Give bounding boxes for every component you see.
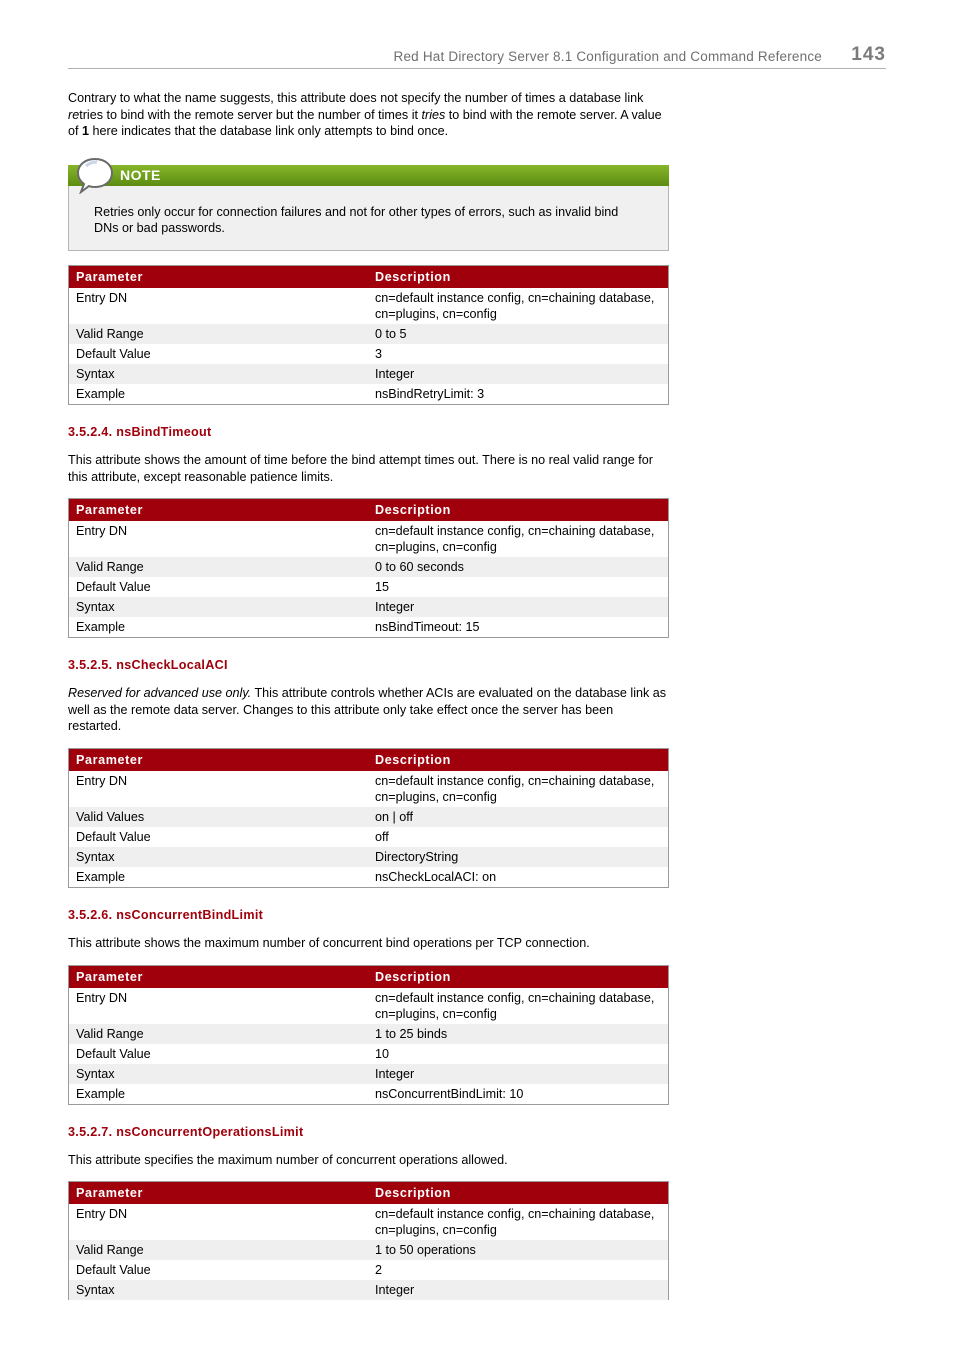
- parameter-cell: Example: [76, 869, 125, 884]
- parameter-cell: Valid Range: [69, 557, 369, 577]
- table-row: [69, 807, 669, 827]
- description-cell: 3: [375, 346, 383, 361]
- parameter-cell: Default Value: [76, 829, 151, 844]
- parameter-cell: Syntax: [69, 1064, 369, 1084]
- section-paragraph: This attribute specifies the maximum number of concurrent operations allowed.: [68, 1152, 508, 1167]
- parameter-cell: Entry DN: [76, 1207, 128, 1222]
- parameter-cell: Syntax: [69, 597, 369, 617]
- parameter-cell: Default Value: [76, 346, 151, 361]
- table-row: [69, 1024, 669, 1044]
- speech-bubble-icon: [76, 156, 114, 194]
- description-cell: on | off: [368, 807, 669, 827]
- table-row: [69, 827, 669, 847]
- table-row: [69, 988, 669, 1024]
- intro-paragraph: [68, 90, 669, 140]
- table-row: [69, 847, 669, 867]
- section-heading: 3.5.2.4. nsBindTimeout: [68, 424, 212, 439]
- table-row: [69, 1260, 669, 1280]
- column-header-parameter: Parameter: [69, 265, 369, 288]
- description-cell: Integer: [368, 597, 669, 617]
- intro-text: here indicates that the database link only attempts to bind once.: [89, 124, 449, 139]
- column-header-parameter: Parameter: [69, 1182, 369, 1205]
- parameter-cell: Example: [76, 620, 125, 635]
- page-content: [68, 90, 669, 1300]
- reserved-note: Reserved for advanced use only.: [68, 686, 252, 701]
- table-row: [69, 557, 669, 577]
- table-row: [69, 344, 669, 364]
- intro-bold-value: 1: [82, 124, 90, 139]
- parameter-cell: Syntax: [69, 364, 369, 384]
- intro-text: Contrary to what the name suggests, this attribute does not specify the number of times a database link: [68, 91, 644, 105]
- description-cell: off: [375, 829, 389, 844]
- column-header-parameter: Parameter: [69, 748, 369, 771]
- column-header-description: Description: [368, 265, 669, 288]
- table-row: [69, 324, 669, 344]
- description-cell: cn=default instance config, cn=chaining database, cn=plugins, cn=config: [375, 1207, 655, 1238]
- parameter-cell: Valid Range: [69, 1240, 369, 1260]
- description-cell: 1 to 50 operations: [368, 1240, 669, 1260]
- parameter-cell: Syntax: [69, 1280, 369, 1300]
- parameter-cell: Example: [76, 386, 125, 401]
- table-row: [69, 384, 669, 405]
- page-number: 143: [851, 44, 886, 65]
- table-row: [69, 1044, 669, 1064]
- parameter-cell: Syntax: [69, 847, 369, 867]
- table-row: [69, 597, 669, 617]
- table-row: [69, 1240, 669, 1260]
- parameter-table: [68, 265, 669, 405]
- intro-emphasis-re: re: [68, 107, 80, 122]
- description-cell: 0 to 60 seconds: [368, 557, 669, 577]
- note-title: NOTE: [120, 166, 161, 183]
- parameter-cell: Default Value: [76, 1263, 151, 1278]
- table-row: [69, 867, 669, 888]
- table-row: [69, 364, 669, 384]
- description-cell: cn=default instance config, cn=chaining database, cn=plugins, cn=config: [375, 290, 655, 321]
- description-cell: 2: [375, 1263, 383, 1278]
- intro-text: tries to bind with the remote server but the number of times it: [79, 107, 422, 122]
- intro-text: to bind with the remote server. A value of: [68, 107, 662, 139]
- table-row: [69, 577, 669, 597]
- parameter-cell: Valid Values: [69, 807, 369, 827]
- column-header-parameter: Parameter: [69, 499, 369, 522]
- description-cell: 0 to 5: [368, 324, 669, 344]
- parameter-cell: Entry DN: [76, 290, 128, 305]
- table-row: [69, 771, 669, 807]
- section-text: This attribute controls whether ACIs are evaluated on the database link as well as the remote data server. Changes to this attribute only take effect once the server has been restarted.: [68, 686, 667, 734]
- table-row: [69, 521, 669, 557]
- description-cell: cn=default instance config, cn=chaining database, cn=plugins, cn=config: [375, 990, 655, 1021]
- parameter-cell: Valid Range: [69, 324, 369, 344]
- column-header-description: Description: [368, 499, 669, 522]
- parameter-cell: Entry DN: [76, 990, 128, 1005]
- intro-emphasis-tries: tries: [421, 107, 446, 122]
- parameter-cell: Entry DN: [76, 524, 128, 539]
- running-title: Red Hat Directory Server 8.1 Configuration and Command Reference: [393, 49, 822, 64]
- description-cell: nsConcurrentBindLimit: 10: [375, 1086, 524, 1101]
- column-header-description: Description: [368, 1182, 669, 1205]
- page-header: [68, 44, 886, 69]
- parameter-cell: Example: [76, 1086, 125, 1101]
- description-cell: cn=default instance config, cn=chaining database, cn=plugins, cn=config: [375, 773, 655, 804]
- parameter-table: [68, 965, 669, 1105]
- note-box: [68, 165, 669, 251]
- description-cell: 10: [375, 1046, 390, 1061]
- column-header-description: Description: [368, 748, 669, 771]
- parameter-table: [68, 748, 669, 888]
- description-cell: nsCheckLocalACI: on: [375, 869, 497, 884]
- table-row: [69, 1204, 669, 1240]
- parameter-cell: Default Value: [76, 1046, 151, 1061]
- section-paragraph: This attribute shows the amount of time before the bind attempt times out. There is no real valid range for this attribute, except reasonable patience limits.: [68, 452, 653, 484]
- description-cell: nsBindTimeout: 15: [375, 620, 480, 635]
- parameter-table: [68, 1181, 669, 1300]
- parameter-cell: Entry DN: [76, 773, 128, 788]
- section-paragraph: [68, 685, 669, 735]
- description-cell: Integer: [368, 364, 669, 384]
- section-heading: 3.5.2.7. nsConcurrentOperationsLimit: [68, 1124, 304, 1139]
- description-cell: DirectoryString: [368, 847, 669, 867]
- table-row: [69, 617, 669, 638]
- table-row: [69, 1064, 669, 1084]
- description-cell: 15: [375, 580, 390, 595]
- description-cell: Integer: [368, 1064, 669, 1084]
- table-row: [69, 1084, 669, 1105]
- table-row: [69, 1280, 669, 1300]
- parameter-cell: Valid Range: [69, 1024, 369, 1044]
- description-cell: 1 to 25 binds: [368, 1024, 669, 1044]
- column-header-description: Description: [368, 965, 669, 988]
- parameter-cell: Default Value: [76, 580, 151, 595]
- note-body: Retries only occur for connection failures and not for other types of errors, such as invalid bind DNs or bad passwords.: [68, 186, 669, 251]
- column-header-parameter: Parameter: [69, 965, 369, 988]
- section-heading: 3.5.2.5. nsCheckLocalACI: [68, 658, 228, 673]
- description-cell: nsBindRetryLimit: 3: [375, 386, 485, 401]
- description-cell: cn=default instance config, cn=chaining database, cn=plugins, cn=config: [375, 524, 655, 555]
- table-row: [69, 288, 669, 324]
- description-cell: Integer: [368, 1280, 669, 1300]
- section-paragraph: This attribute shows the maximum number of concurrent bind operations per TCP connection.: [68, 935, 590, 950]
- section-heading: 3.5.2.6. nsConcurrentBindLimit: [68, 907, 264, 922]
- parameter-table: [68, 498, 669, 638]
